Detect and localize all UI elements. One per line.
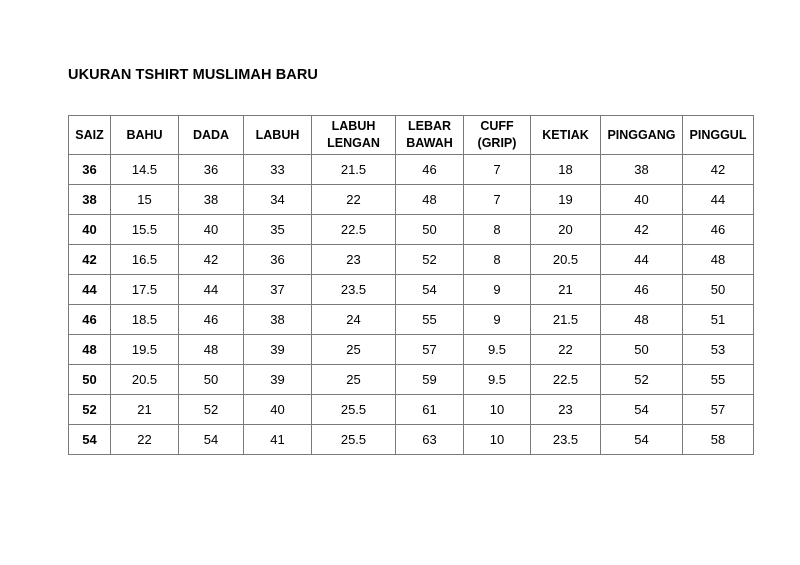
measurement-cell-pinggul: 50 — [683, 275, 754, 305]
measurement-cell-pinggang: 54 — [601, 395, 683, 425]
measurement-cell-ketiak: 20 — [531, 215, 601, 245]
measurement-cell-lebar-bawah: 55 — [396, 305, 464, 335]
column-header-text: LEBAR — [407, 119, 452, 133]
measurement-cell-pinggang: 44 — [601, 245, 683, 275]
measurement-cell-pinggang: 40 — [601, 185, 683, 215]
column-header-dada — [179, 116, 244, 155]
column-header-text: LABUH — [331, 119, 376, 133]
measurement-cell-pinggang: 54 — [601, 425, 683, 455]
measurement-cell-labuh: 39 — [244, 335, 312, 365]
table-row — [69, 335, 754, 365]
column-header-text: DADA — [192, 127, 230, 142]
size-cell: 50 — [69, 365, 111, 395]
measurement-cell-bahu: 19.5 — [111, 335, 179, 365]
measurement-cell-pinggul: 55 — [683, 365, 754, 395]
column-header-ketiak — [531, 116, 601, 155]
measurement-cell-pinggul: 51 — [683, 305, 754, 335]
measurement-cell-cuff-grip: 7 — [464, 155, 531, 185]
column-header-lebar-bawah — [396, 116, 464, 155]
size-chart-table — [68, 115, 754, 455]
table-row — [69, 215, 754, 245]
column-header-text: SAIZ — [75, 127, 104, 142]
table-row — [69, 395, 754, 425]
column-header-text: PINGGUL — [689, 127, 747, 142]
size-cell: 48 — [69, 335, 111, 365]
column-header-labuh — [244, 116, 312, 155]
column-header-pinggul — [683, 116, 754, 155]
size-cell: 38 — [69, 185, 111, 215]
table-row — [69, 245, 754, 275]
measurement-cell-dada: 36 — [179, 155, 244, 185]
measurement-cell-labuh-lengan: 23 — [312, 245, 396, 275]
measurement-cell-dada: 54 — [179, 425, 244, 455]
measurement-cell-labuh: 33 — [244, 155, 312, 185]
measurement-cell-pinggang: 42 — [601, 215, 683, 245]
measurement-cell-bahu: 21 — [111, 395, 179, 425]
measurement-cell-lebar-bawah: 54 — [396, 275, 464, 305]
measurement-cell-ketiak: 23 — [531, 395, 601, 425]
measurement-cell-dada: 52 — [179, 395, 244, 425]
size-cell: 40 — [69, 215, 111, 245]
measurement-cell-bahu: 16.5 — [111, 245, 179, 275]
measurement-cell-labuh-lengan: 22.5 — [312, 215, 396, 245]
measurement-cell-pinggang: 50 — [601, 335, 683, 365]
measurement-cell-labuh: 39 — [244, 365, 312, 395]
size-cell: 42 — [69, 245, 111, 275]
table-row — [69, 155, 754, 185]
measurement-cell-ketiak: 21 — [531, 275, 601, 305]
measurement-cell-cuff-grip: 9 — [464, 275, 531, 305]
measurement-cell-pinggul: 48 — [683, 245, 754, 275]
size-cell: 54 — [69, 425, 111, 455]
measurement-cell-dada: 50 — [179, 365, 244, 395]
measurement-cell-labuh-lengan: 25.5 — [312, 395, 396, 425]
measurement-cell-lebar-bawah: 46 — [396, 155, 464, 185]
measurement-cell-cuff-grip: 9 — [464, 305, 531, 335]
measurement-cell-labuh-lengan: 25 — [312, 365, 396, 395]
measurement-cell-cuff-grip: 10 — [464, 425, 531, 455]
measurement-cell-pinggang: 52 — [601, 365, 683, 395]
measurement-cell-labuh: 38 — [244, 305, 312, 335]
measurement-cell-pinggang: 38 — [601, 155, 683, 185]
measurement-cell-bahu: 22 — [111, 425, 179, 455]
measurement-cell-labuh: 37 — [244, 275, 312, 305]
measurement-cell-cuff-grip: 9.5 — [464, 335, 531, 365]
table-header-row — [69, 116, 754, 155]
page-title: UKURAN TSHIRT MUSLIMAH BARU — [68, 67, 318, 83]
measurement-cell-pinggul: 58 — [683, 425, 754, 455]
measurement-cell-bahu: 20.5 — [111, 365, 179, 395]
size-cell: 36 — [69, 155, 111, 185]
measurement-cell-dada: 48 — [179, 335, 244, 365]
measurement-cell-labuh: 35 — [244, 215, 312, 245]
column-header-text: (GRIP) — [477, 136, 517, 150]
measurement-cell-cuff-grip: 8 — [464, 245, 531, 275]
measurement-cell-bahu: 17.5 — [111, 275, 179, 305]
column-header-cuff-grip — [464, 116, 531, 155]
measurement-cell-pinggul: 42 — [683, 155, 754, 185]
measurement-cell-cuff-grip: 8 — [464, 215, 531, 245]
measurement-cell-labuh: 34 — [244, 185, 312, 215]
column-header-saiz — [69, 116, 111, 155]
column-header-text: LENGAN — [327, 136, 380, 150]
measurement-cell-labuh-lengan: 21.5 — [312, 155, 396, 185]
measurement-cell-cuff-grip: 9.5 — [464, 365, 531, 395]
measurement-cell-pinggul: 46 — [683, 215, 754, 245]
measurement-cell-pinggang: 48 — [601, 305, 683, 335]
measurement-cell-bahu: 14.5 — [111, 155, 179, 185]
column-header-text: KETIAK — [542, 127, 589, 142]
measurement-cell-ketiak: 20.5 — [531, 245, 601, 275]
measurement-cell-pinggul: 57 — [683, 395, 754, 425]
measurement-cell-bahu: 18.5 — [111, 305, 179, 335]
measurement-cell-dada: 46 — [179, 305, 244, 335]
measurement-cell-ketiak: 18 — [531, 155, 601, 185]
measurement-cell-lebar-bawah: 63 — [396, 425, 464, 455]
table-row — [69, 305, 754, 335]
column-header-text: LABUH — [255, 127, 300, 142]
measurement-cell-ketiak: 23.5 — [531, 425, 601, 455]
measurement-cell-labuh-lengan: 22 — [312, 185, 396, 215]
measurement-cell-lebar-bawah: 52 — [396, 245, 464, 275]
measurement-cell-labuh-lengan: 25.5 — [312, 425, 396, 455]
measurement-cell-dada: 40 — [179, 215, 244, 245]
column-header-text: BAHU — [126, 127, 163, 142]
measurement-cell-cuff-grip: 10 — [464, 395, 531, 425]
measurement-cell-labuh: 41 — [244, 425, 312, 455]
column-header-labuh-lengan — [312, 116, 396, 155]
measurement-cell-labuh: 36 — [244, 245, 312, 275]
measurement-cell-bahu: 15 — [111, 185, 179, 215]
measurement-cell-lebar-bawah: 57 — [396, 335, 464, 365]
size-cell: 44 — [69, 275, 111, 305]
measurement-cell-pinggul: 53 — [683, 335, 754, 365]
measurement-cell-labuh: 40 — [244, 395, 312, 425]
measurement-cell-ketiak: 21.5 — [531, 305, 601, 335]
column-header-pinggang — [601, 116, 683, 155]
measurement-cell-bahu: 15.5 — [111, 215, 179, 245]
measurement-cell-lebar-bawah: 48 — [396, 185, 464, 215]
measurement-cell-lebar-bawah: 50 — [396, 215, 464, 245]
column-header-text: PINGGANG — [607, 127, 676, 142]
measurement-cell-dada: 38 — [179, 185, 244, 215]
column-header-text: CUFF — [480, 119, 514, 133]
measurement-cell-labuh-lengan: 24 — [312, 305, 396, 335]
measurement-cell-lebar-bawah: 61 — [396, 395, 464, 425]
table-row — [69, 365, 754, 395]
measurement-cell-pinggang: 46 — [601, 275, 683, 305]
measurement-cell-labuh-lengan: 25 — [312, 335, 396, 365]
measurement-cell-ketiak: 22 — [531, 335, 601, 365]
measurement-cell-ketiak: 19 — [531, 185, 601, 215]
table-row — [69, 185, 754, 215]
column-header-bahu — [111, 116, 179, 155]
measurement-cell-pinggul: 44 — [683, 185, 754, 215]
size-cell: 52 — [69, 395, 111, 425]
measurement-cell-ketiak: 22.5 — [531, 365, 601, 395]
table-row — [69, 275, 754, 305]
measurement-cell-dada: 42 — [179, 245, 244, 275]
measurement-cell-dada: 44 — [179, 275, 244, 305]
measurement-cell-cuff-grip: 7 — [464, 185, 531, 215]
measurement-cell-lebar-bawah: 59 — [396, 365, 464, 395]
size-cell: 46 — [69, 305, 111, 335]
column-header-text: BAWAH — [406, 136, 453, 150]
table-row — [69, 425, 754, 455]
measurement-cell-labuh-lengan: 23.5 — [312, 275, 396, 305]
